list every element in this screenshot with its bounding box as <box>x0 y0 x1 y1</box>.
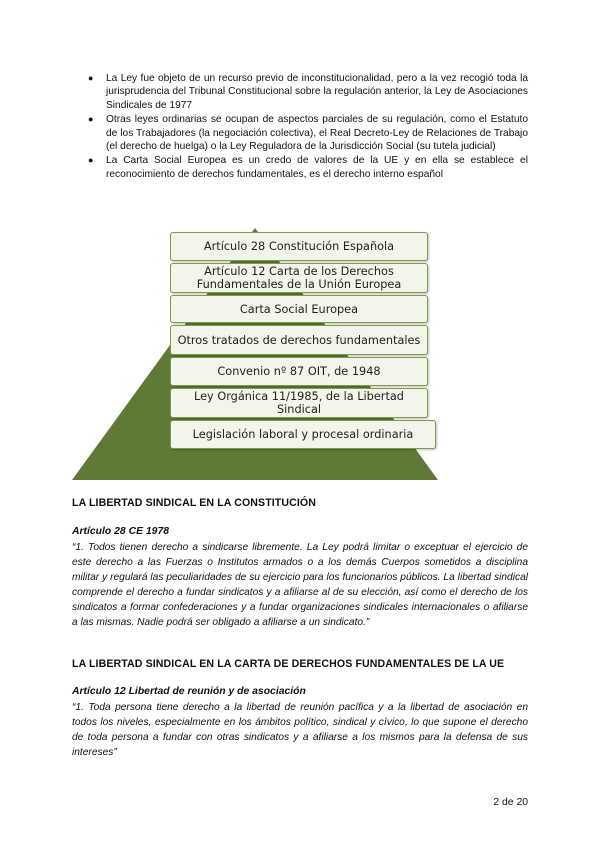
pyramid-level-7: Legislación laboral y procesal ordinaria <box>170 420 436 449</box>
bullet-text: Otras leyes ordinarias se ocupan de aspectos parciales de su regulación, como el Estatuto de los Trabajadores (la negociación colectiva), el Real Decreto-Ley de Relaciones de Trabajo (el derecho de huelga) o la Ley Reguladora de la Jurisdicción Social (su tutela judicial) <box>106 114 528 153</box>
pyramid-level-6: Ley Orgánica 11/1985, de la Libertad Sindical <box>170 388 428 418</box>
pyramid-level-4: Otros tratados de derechos fundamentales <box>170 325 428 355</box>
article-28-quote: “1. Todos tienen derecho a sindicarse libremente. La Ley podrá limitar o exceptuar el ejercicio de este derecho a las Fuerzas o Institutos armados o a los demás Cuerpos sometidos a disciplina militar y regulará las peculiaridades de su ejercicio para los funcionarios públicos. La libertad sindical comprende el derecho a fundar sindicatos y a afiliarse al de su elección, así como el derecho de los sindicatos a formar confederaciones y a fundar organizaciones sindicales internacionales o afiliarse a las mismas. Nadie podrá ser obligado a afiliarse a un sindicato.” <box>72 542 528 628</box>
bullet-dot: ● <box>88 73 94 83</box>
pyramid-level-1: Artículo 28 Constitución Española <box>170 232 428 261</box>
section-title-eu-charter: LA LIBERTAD SINDICAL EN LA CARTA DE DERECHOS FUNDAMENTALES DE LA UE <box>72 658 505 670</box>
bullet-list <box>88 72 528 182</box>
pyramid-level-2: Artículo 12 Carta de los Derechos Fundamentales de la Unión Europea <box>170 263 428 293</box>
hierarchy-pyramid-diagram <box>70 226 440 482</box>
article-28-title: Artículo 28 CE 1978 <box>72 526 170 537</box>
bullet-item <box>88 113 528 153</box>
bullet-text: La Carta Social Europea es un credo de valores de la UE y en ella se establece el reconocimiento de derechos fundamentales, es el derecho interno español <box>106 155 528 180</box>
bullet-item <box>88 72 528 112</box>
bullet-dot: ● <box>88 114 94 125</box>
page-number: 2 de 20 <box>493 797 528 808</box>
bullet-text: La Ley fue objeto de un recurso previo de inconstitucionalidad, pero a la vez recogió toda la jurisprudencia del Tribunal Constitucional sobre la regulación anterior, la Ley de Asociaciones Sindicales de 1977 <box>106 73 528 111</box>
pyramid-level-3: Carta Social Europea <box>170 295 428 323</box>
section-title-constitution: LA LIBERTAD SINDICAL EN LA CONSTITUCIÓN <box>72 497 317 509</box>
bullet-item <box>88 154 528 181</box>
article-12-quote: “1. Toda persona tiene derecho a la libertad de reunión pacífica y a la libertad de asociación en todos los niveles, especialmente en los ámbitos político, sindical y cívico, lo que supone el derecho de toda persona a fundar con otras sindicatos y a afiliarse a los mismos para la defensa de sus intereses” <box>72 702 528 758</box>
pyramid-level-5: Convenio nº 87 OIT, de 1948 <box>170 357 428 386</box>
bullet-dot: ● <box>88 155 94 166</box>
article-12-title: Artículo 12 Libertad de reunión y de asociación <box>72 686 306 697</box>
